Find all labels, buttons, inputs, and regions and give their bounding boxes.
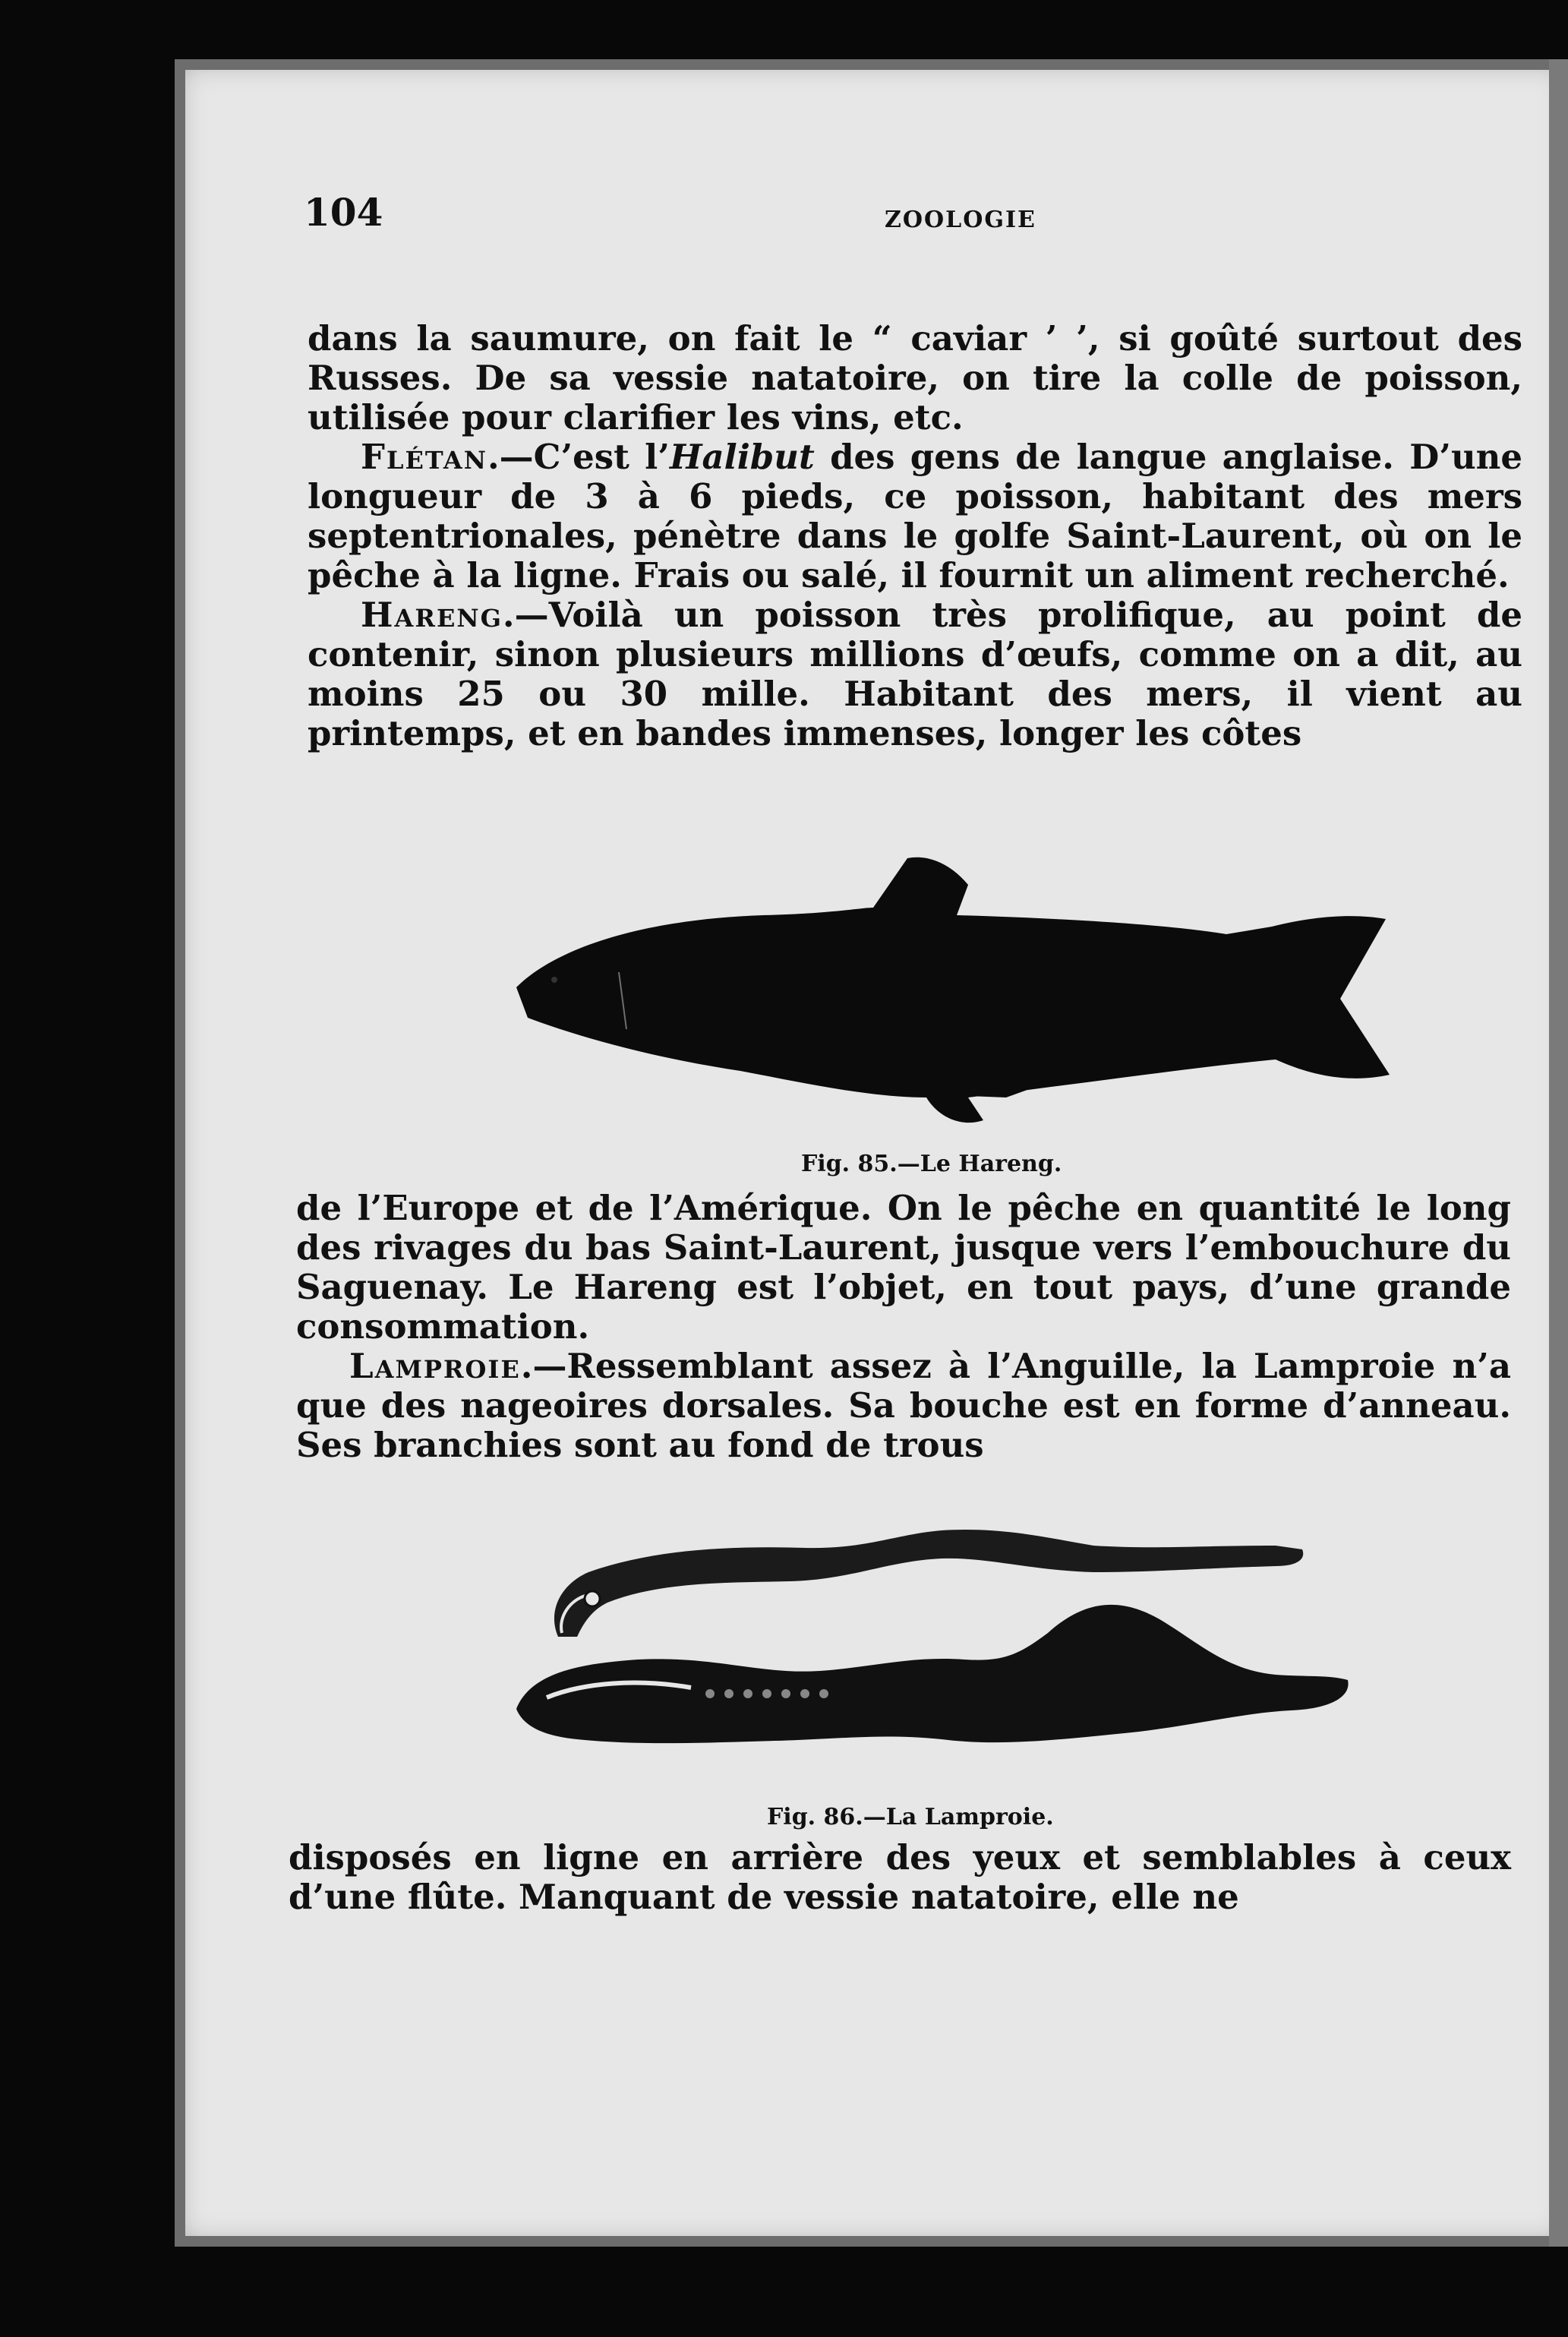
herring-icon	[513, 854, 1393, 1143]
page-number: 104	[304, 190, 383, 235]
lamproie-text: .—Ressemblant assez à l’Anguille, la Lamproie n’a que des nageoires dorsales. Sa bouche est en forme d’anneau. Ses branchies sont au fond de trous	[296, 1346, 1511, 1465]
heading-lamproie: Lamproie	[349, 1346, 521, 1386]
text-block-top	[308, 319, 1522, 753]
page-edge	[1549, 59, 1568, 2247]
hareng-text: .—Voilà un poisson très prolifique, au point de contenir, sinon plusieurs millions d’œufs, comme on a dit, au moins 25 ou 30 mille. Habitant des mers, il vient au printemps, et en bandes immenses, longer les côtes	[308, 595, 1522, 753]
paragraph-hareng	[308, 595, 1522, 753]
running-title: ZOOLOGIE	[885, 207, 1036, 233]
paragraph-fletan	[308, 437, 1522, 595]
fletan-text-b: des gens de langue anglaise. D’une longueur de 3 à 6 pieds, ce poisson, habitant des mers septentrionales, pénètre dans le golfe Saint-Laurent, où on le pêche à la ligne. Frais ou salé, il fournit un aliment recherché.	[308, 437, 1523, 595]
fletan-text-a: .—C’est l’	[487, 437, 670, 477]
text-block-middle	[296, 1189, 1511, 1465]
lamprey-illustration	[516, 1511, 1359, 1785]
paragraph-hareng-continued: de l’Europe et de l’Amérique. On le pêche en quantité le long des rivages du bas Saint-Laurent, jusque vers l’embouchure du Saguenay. Le Hareng est l’objet, en tout pays, d’une grande consommation.	[296, 1188, 1511, 1347]
figure-86-caption: Fig. 86.—La Lamproie.	[767, 1804, 1054, 1830]
figure-85-caption: Fig. 85.—Le Hareng.	[801, 1151, 1062, 1177]
paragraph-caviar: dans la saumure, on fait le “ caviar ’ ’, si goûté surtout des Russes. De sa vessie natatoire, on tire la colle de poisson, utilisée pour clarifier les vins, etc.	[308, 318, 1522, 437]
paragraph-lamproie	[296, 1347, 1511, 1465]
fletan-italic: Halibut	[669, 437, 815, 477]
heading-fletan: Flétan	[361, 437, 487, 477]
herring-illustration	[513, 854, 1393, 1143]
lamprey-icon	[516, 1511, 1359, 1785]
heading-hareng: Hareng	[361, 595, 503, 635]
running-head	[304, 190, 1344, 243]
text-block-bottom	[289, 1838, 1511, 1917]
paragraph-lamproie-continued: disposés en ligne en arrière des yeux et semblables à ceux d’une flûte. Manquant de vessie natatoire, elle ne	[289, 1837, 1511, 1917]
